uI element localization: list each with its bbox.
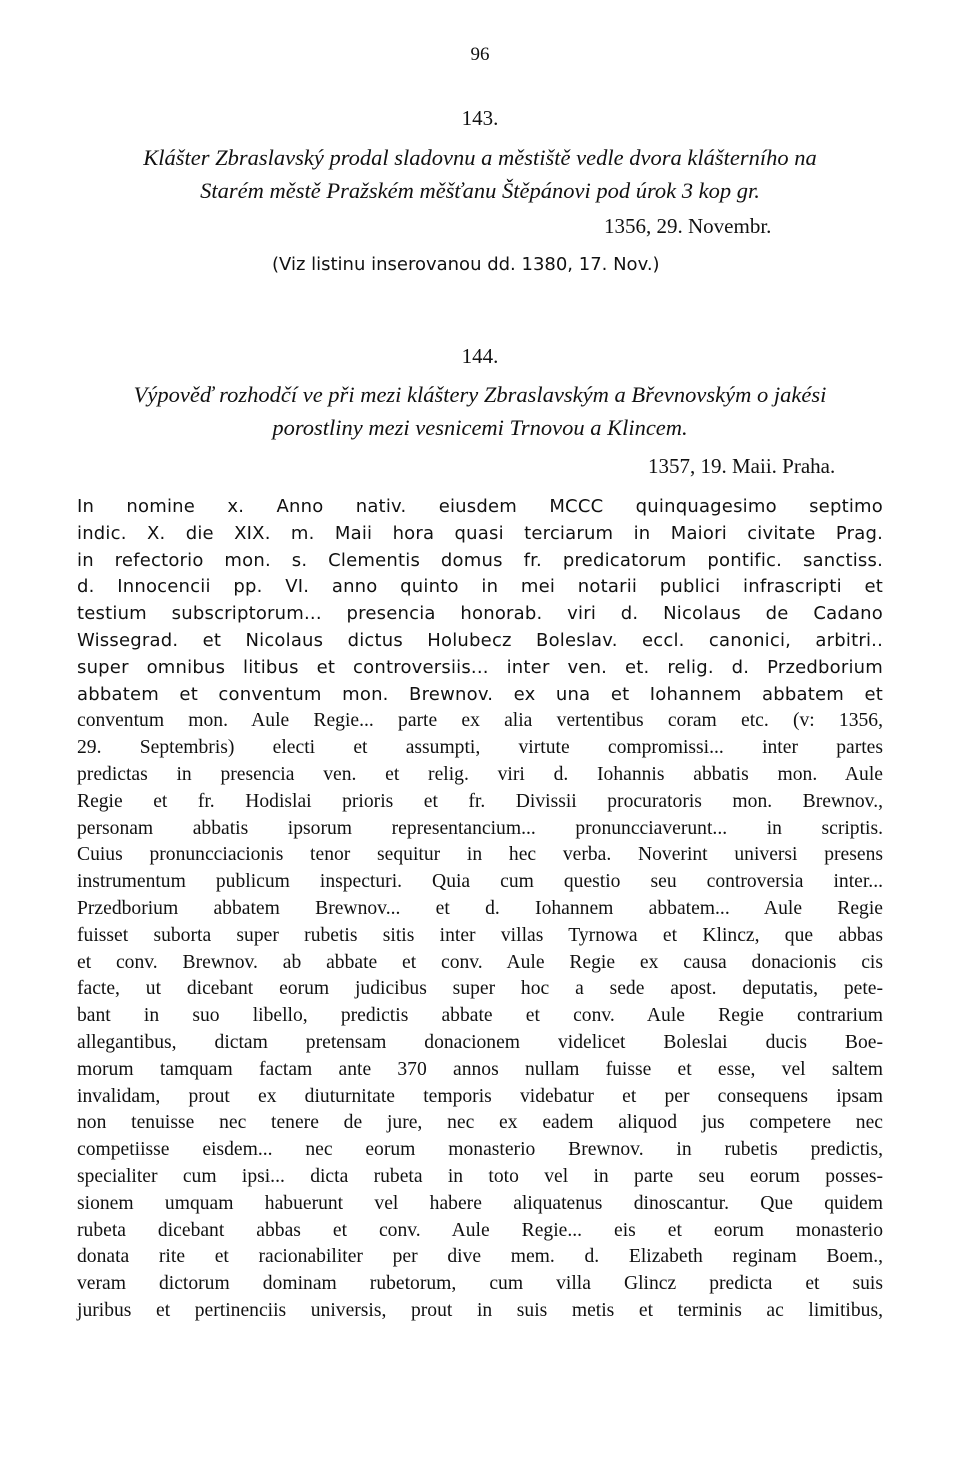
body-line: personam abbatis ipsorum representancium... pronuncciaverunt... in scriptis.	[77, 817, 883, 839]
heading-line: Klášter Zbraslavský prodal sladovnu a městiště vedle dvora klášterního na	[143, 145, 817, 170]
body-line: 29. Septembris) electi et assumpti, virtute compromissi... inter partes	[77, 737, 883, 759]
document-heading-143	[70, 141, 890, 207]
body-line: bant in suo libello, predictis abbate et conv. Aule Regie contrarium	[77, 1005, 883, 1027]
document-note-143: (Viz listinu inserovanou dd. 1380, 17. Nov.)	[272, 254, 660, 275]
body-line: conventum mon. Aule Regie... parte ex alia vertentibus coram etc. (v: 1356,	[77, 710, 883, 732]
body-line: donata rite et racionabiliter per dive mem. d. Elizabeth reginam Boem.,	[77, 1246, 883, 1268]
body-line: Wissegrad. et Nicolaus dictus Holubecz Boleslav. eccl. canonici, arbitri..	[77, 629, 883, 651]
heading-line: Výpověď rozhodčí ve při mezi kláštery Zbraslavským a Břevnovským o jakési	[133, 382, 827, 407]
body-line: indic. X. die XIX. m. Maii hora quasi terciarum in Maiori civitate Prag.	[77, 522, 883, 544]
document-body-144	[77, 494, 883, 1325]
document-heading-144	[70, 378, 890, 444]
document-number-143: 143.	[461, 106, 499, 130]
body-line: competiisse eisdem... nec eorum monasterio Brewnov. in rubetis predictis,	[77, 1139, 883, 1161]
body-line: veram dictorum dominam rubetorum, cum villa Glincz predicta et suis	[77, 1273, 883, 1295]
body-line: sionem umquam habuerunt vel habere aliquatenus dinoscantur. Que quidem	[77, 1192, 883, 1214]
document-date-143: 1356, 29. Novembr.	[604, 214, 772, 238]
body-line: non tenuisse nec tenere de jure, nec ex eadem aliquod jus competere nec	[77, 1112, 883, 1134]
body-line: in refectorio mon. s. Clementis domus fr. predicatorum pontific. sanctiss.	[77, 549, 883, 571]
body-line: d. Innocencii pp. VI. anno quinto in mei notarii publici infrascripti et	[77, 576, 883, 598]
body-line: rubeta dicebant abbas et conv. Aule Regie... eis et eorum monasterio	[77, 1219, 883, 1241]
body-line: predictas in presencia ven. et relig. viri d. Iohannis abbatis mon. Aule	[77, 763, 883, 785]
heading-line: Starém městě Pražském měšťanu Štěpánovi pod úrok 3 kop gr.	[200, 178, 760, 203]
body-line: Przedborium abbatem Brewnov... et d. Iohannem abbatem... Aule Regie	[77, 897, 883, 919]
body-line: facte, ut dicebant eorum judicibus super hoc a sede apost. deputatis, pete-	[77, 978, 883, 1000]
body-line: specialiter cum ipsi... dicta rubeta in toto vel in parte seu eorum posses-	[77, 1165, 883, 1187]
body-line: juribus et pertinenciis universis, prout in suis metis et terminis ac limitibus,	[77, 1299, 883, 1321]
heading-line: porostliny mezi vesnicemi Trnovou a Klincem.	[272, 415, 688, 440]
page-number: 96	[470, 44, 490, 65]
body-line: In nomine x. Anno nativ. eiusdem MCCC quinquagesimo septimo	[77, 496, 883, 517]
body-line: super omnibus litibus et controversiis... inter ven. et. relig. d. Przedborium	[77, 656, 883, 678]
body-line: fuisset suborta super rubetis sitis inter villas Tyrnowa et Klincz, que abbas	[77, 924, 883, 946]
document-date-144: 1357, 19. Maii. Praha.	[648, 454, 836, 478]
body-line: et conv. Brewnov. ab abbate et conv. Aule Regie ex causa donacionis cis	[77, 951, 883, 973]
body-line: instrumentum publicum inspecturi. Quia cum questio seu controversia inter...	[77, 871, 883, 893]
body-line: Regie et fr. Hodislai prioris et fr. Divissii procuratoris mon. Brewnov.,	[77, 790, 883, 812]
body-line: morum tamquam factam ante 370 annos nullam fuisse et esse, vel saltem	[77, 1058, 883, 1080]
body-line: Cuius pronuncciacionis tenor sequitur in hec verba. Noverint universi presens	[77, 844, 883, 866]
document-number-144: 144.	[461, 344, 499, 368]
body-line: abbatem et conventum mon. Brewnov. ex una et Iohannem abbatem et	[77, 683, 883, 705]
body-line: invalidam, prout ex diuturnitate temporis videbatur et per consequens ipsam	[77, 1085, 883, 1107]
body-line: testium subscriptorum... presencia honorab. viri d. Nicolaus de Cadano	[77, 603, 883, 625]
body-line: allegantibus, dictam pretensam donacionem videlicet Boleslai ducis Boe-	[77, 1031, 883, 1053]
